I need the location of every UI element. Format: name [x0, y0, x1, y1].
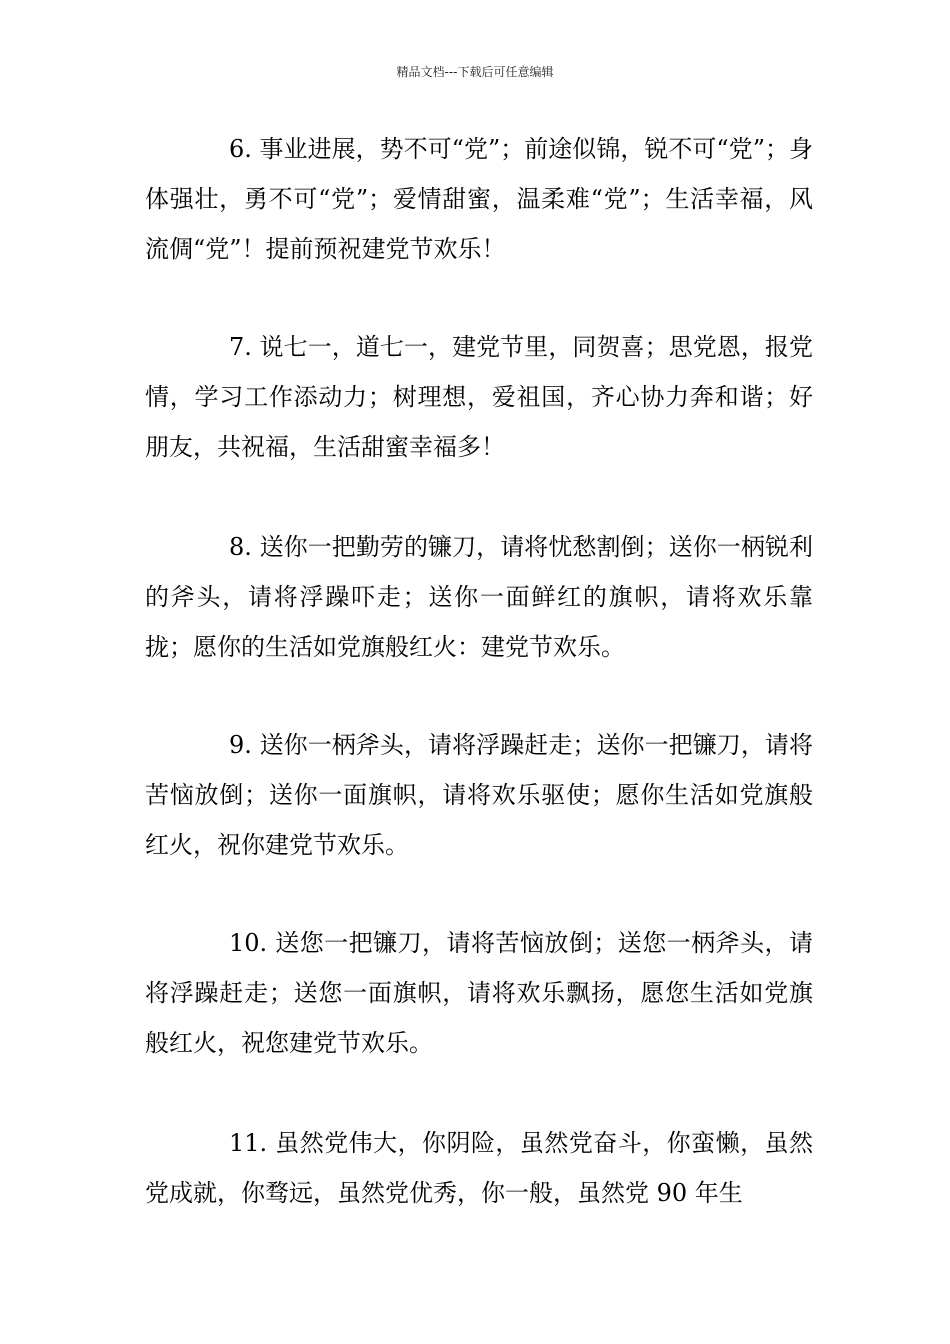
paragraph-7: 7. 说七一，道七一，建党节里，同贺喜；思党恩，报党情，学习工作添动力；树理想，爱祖国，齐心协力奔和谐；好朋友，共祝福，生活甜蜜幸福多！	[145, 333, 813, 461]
paragraph-9: 9. 送你一柄斧头，请将浮躁赶走；送你一把镰刀，请将苦恼放倒；送你一面旗帜，请将欢乐驱使；愿你生活如党旗般红火，祝你建党节欢乐。	[145, 731, 813, 859]
page-header: 精品文档---下载后可任意编辑	[396, 65, 554, 79]
paragraph-8: 8. 送你一把勤劳的镰刀，请将忧愁割倒；送你一柄锐利的斧头，请将浮躁吓走；送你一面鲜红的旗帜，请将欢乐靠拢；愿你的生活如党旗般红火：建党节欢乐。	[145, 533, 813, 661]
paragraph-6: 6. 事业进展，势不可“党”；前途似锦，锐不可“党”；身体强壮，勇不可“党”；爱情甜蜜，温柔难“党”；生活幸福，风流倜“党”！提前预祝建党节欢乐！	[145, 135, 813, 263]
paragraph-11: 11. 虽然党伟大，你阴险，虽然党奋斗，你蛮懒，虽然党成就，你骛远，虽然党优秀，你一般，虽然党 90 年生	[145, 1129, 813, 1207]
paragraph-10: 10. 送您一把镰刀，请将苦恼放倒；送您一柄斧头，请将浮躁赶走；送您一面旗帜，请将欢乐飘扬，愿您生活如党旗般红火，祝您建党节欢乐。	[145, 929, 813, 1057]
